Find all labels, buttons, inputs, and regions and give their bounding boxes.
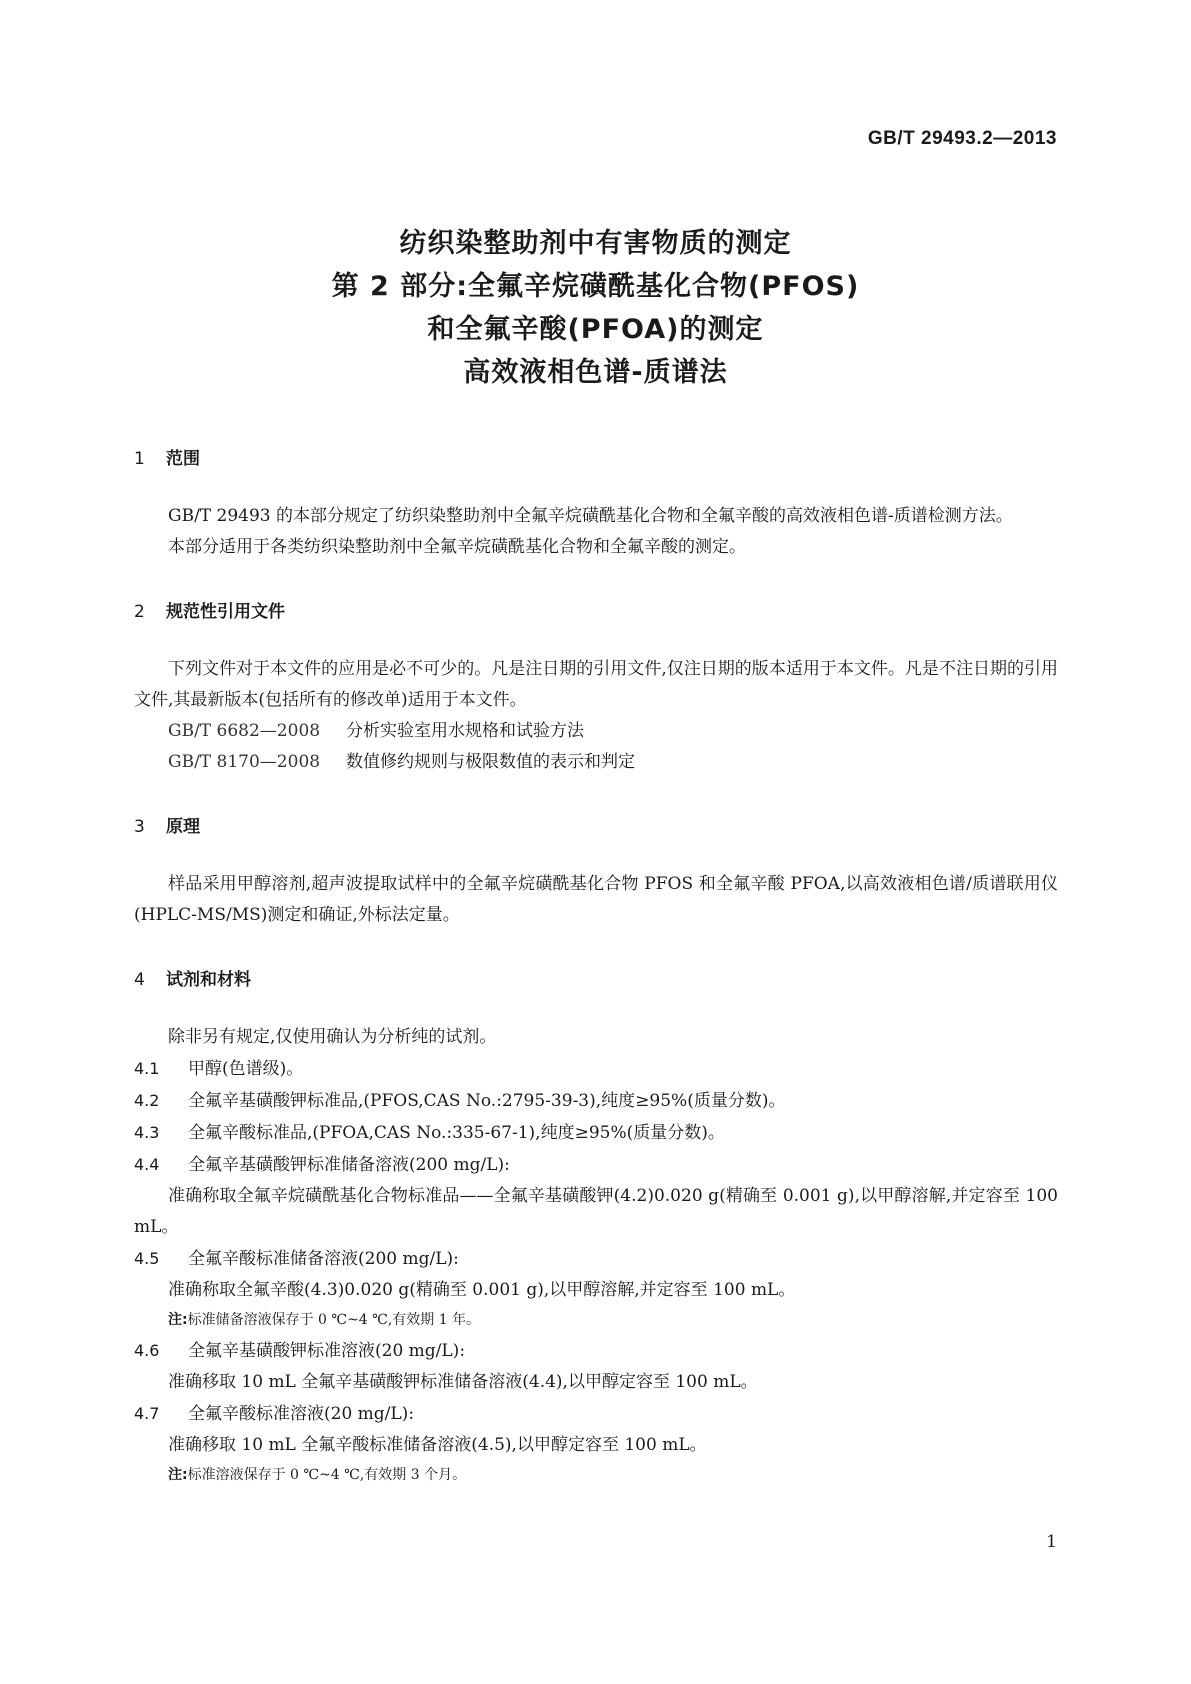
note-label: 注: [168,1312,188,1328]
paragraph: 下列文件对于本文件的应用是必不可少的。凡是注日期的引用文件,仅注日期的版本适用于本文件。凡是不注日期的引用文件,其最新版本(包括所有的修改单)适用于本文件。 [134,659,1058,710]
section-heading-principle [134,815,1058,839]
item-body: 准确移取 10 mL 全氟辛基磺酸钾标准储备溶液(4.4),以甲醇定容至 100 mL。 [168,1372,758,1392]
reference-item [134,747,1058,778]
section-number: 2 [134,602,145,622]
document-title [0,222,1191,394]
section-number: 3 [134,817,145,837]
item-body: 准确称取全氟辛烷磺酰基化合物标准品——全氟辛基磺酸钾(4.2)0.020 g(精确至 0.001 g),以甲醇溶解,并定容至 100 mL。 [134,1186,1058,1237]
note [134,1461,1058,1490]
reference-title: 数值修约规则与极限数值的表示和判定 [346,752,635,772]
section-title: 范围 [166,449,200,469]
title-line-3: 和全氟辛酸(PFOA)的测定 [427,314,764,345]
item-text: 全氟辛酸标准溶液(20 mg/L): [188,1404,415,1424]
reference-item [134,716,1058,747]
document-body [134,447,1058,1490]
list-item [134,1398,1058,1430]
section-number: 1 [134,449,145,469]
note-text: 标准溶液保存于 0 ℃~4 ℃,有效期 3 个月。 [187,1467,467,1483]
item-text: 全氟辛酸标准储备溶液(200 mg/L): [188,1249,459,1269]
standard-code: GB/T 29493.2—2013 [867,128,1057,149]
item-number: 4.7 [134,1404,160,1423]
list-item [134,1085,1058,1117]
section-title: 原理 [166,817,200,837]
paragraph: 样品采用甲醇溶剂,超声波提取试样中的全氟辛烷磺酰基化合物 PFOS 和全氟辛酸 PFOA,以高效液相色谱/质谱联用仪(HPLC-MS/MS)测定和确证,外标法定量。 [134,874,1058,925]
list-item [134,1053,1058,1085]
item-text: 全氟辛基磺酸钾标准品,(PFOS,CAS No.:2795-39-3),纯度≥95%(质量分数)。 [188,1091,786,1111]
paragraph: 本部分适用于各类纺织染整助剂中全氟辛烷磺酰基化合物和全氟辛酸的测定。 [168,537,746,557]
item-text: 甲醇(色谱级)。 [188,1059,304,1079]
list-item [134,1243,1058,1275]
item-text: 全氟辛基磺酸钾标准溶液(20 mg/L): [188,1341,466,1361]
section-title: 试剂和材料 [166,970,251,990]
reference-code: GB/T 6682—2008 [168,721,321,741]
reference-title: 分析实验室用水规格和试验方法 [346,721,584,741]
section-title: 规范性引用文件 [166,602,285,622]
list-item [134,1149,1058,1181]
item-number: 4.2 [134,1091,160,1110]
item-body: 准确移取 10 mL 全氟辛酸标准储备溶液(4.5),以甲醇定容至 100 mL。 [168,1435,707,1455]
item-number: 4.3 [134,1123,160,1142]
item-number: 4.4 [134,1155,160,1174]
item-number: 4.6 [134,1341,160,1360]
note [134,1306,1058,1335]
section-number: 4 [134,970,145,990]
paragraph: 除非另有规定,仅使用确认为分析纯的试剂。 [168,1027,497,1047]
list-item [134,1117,1058,1149]
item-number: 4.1 [134,1059,160,1078]
note-text: 标准储备溶液保存于 0 ℃~4 ℃,有效期 1 年。 [187,1312,481,1328]
list-item [134,1335,1058,1367]
page-number: 1 [1046,1532,1057,1552]
note-label: 注: [168,1467,188,1483]
paragraph: GB/T 29493 的本部分规定了纺织染整助剂中全氟辛烷磺酰基化合物和全氟辛酸的高效液相色谱-质谱检测方法。 [168,506,1013,526]
item-number: 4.5 [134,1249,160,1268]
reference-code: GB/T 8170—2008 [168,752,321,772]
item-body: 准确称取全氟辛酸(4.3)0.020 g(精确至 0.001 g),以甲醇溶解,并定容至 100 mL。 [168,1280,796,1300]
title-line-1: 纺织染整助剂中有害物质的测定 [399,228,792,259]
section-heading-normative-references [134,600,1058,624]
title-line-4: 高效液相色谱-质谱法 [463,357,728,388]
section-heading-scope [134,447,1058,471]
title-line-2: 第 2 部分:全氟辛烷磺酰基化合物(PFOS) [331,271,860,302]
item-text: 全氟辛酸标准品,(PFOA,CAS No.:335-67-1),纯度≥95%(质量分数)。 [188,1123,725,1143]
section-heading-reagents [134,968,1058,992]
item-text: 全氟辛基磺酸钾标准储备溶液(200 mg/L): [188,1155,510,1175]
